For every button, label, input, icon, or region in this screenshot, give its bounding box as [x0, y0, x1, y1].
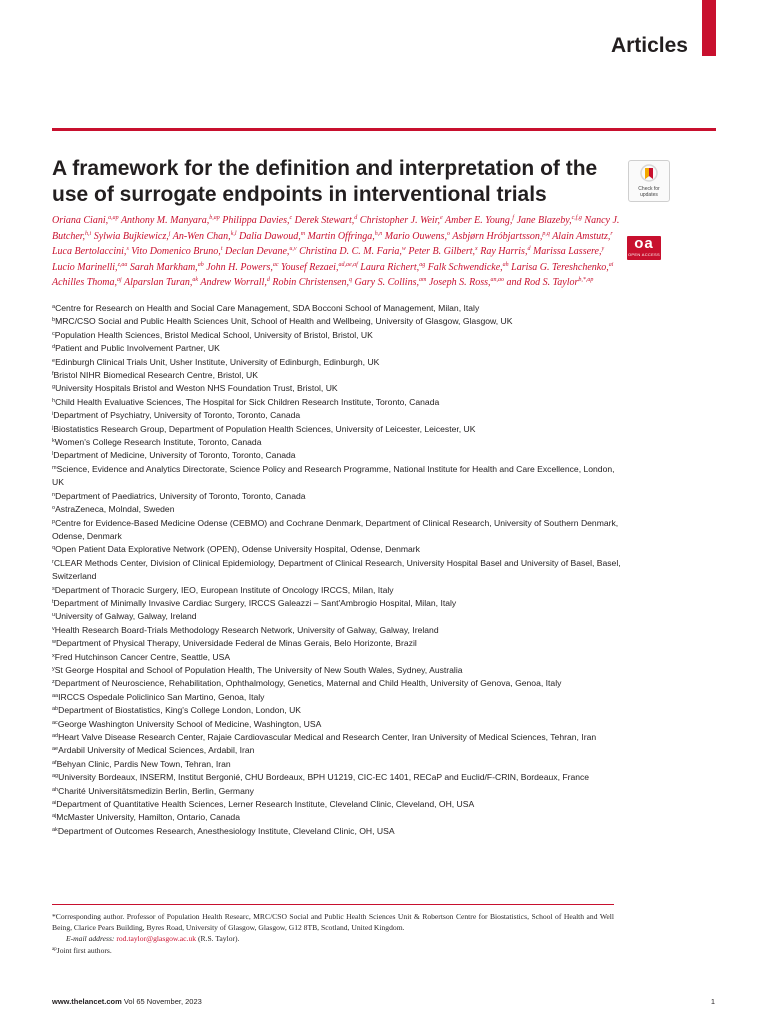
author-name[interactable] [52, 277, 122, 288]
author-affiliation-marker: h,i [85, 230, 92, 237]
affiliation-text: Department of Physical Therapy, Universidade Federal de Minas Gerais, Belo Horizonte, Brazil [55, 638, 417, 649]
author-affiliation-marker: d [266, 277, 270, 283]
affiliation-key: a [52, 304, 56, 310]
journal-issue: Vol 65 November, 2023 [123, 997, 202, 1006]
email-link[interactable]: rod.taylor@glasgow.ac.uk [116, 934, 197, 944]
author-affiliation-marker: ag [419, 261, 426, 268]
affiliation-text: Women's College Research Institute, Toronto, Canada [54, 437, 262, 448]
author-name-text: An-Wen Chan, [172, 230, 231, 242]
author-affiliation-marker: aj [117, 277, 122, 283]
section-label: Articles [610, 34, 688, 57]
author-name-text: Sylwia Bujkiewicz, [93, 230, 169, 242]
affiliation-text: Behyan Clinic, Pardis New Town, Tehran, Iran [56, 758, 231, 769]
affiliation-text: University Hospitals Bristol and Weston NHS Foundation Trust, Bristol, UK [55, 383, 338, 394]
affiliation-text: Department of Minimally Invasive Cardiac Surgery, IRCCS Galeazzi – Sant'Ambrogio Hospital, Milan, Italy [53, 597, 457, 608]
check-for-updates-badge[interactable] [628, 160, 670, 202]
author-name-text: Anthony M. Manyara, [120, 215, 210, 226]
affiliation-text: Edinburgh Clinical Trials Unit, Usher Institute, University of Edinburgh, Edinburgh, UK [55, 356, 380, 367]
affiliation-item [52, 677, 624, 690]
affiliation-text: AstraZeneca, Molndal, Sweden [55, 504, 175, 515]
affiliation-item [52, 825, 624, 838]
affiliation-item [52, 490, 624, 503]
joint-authors-note [52, 945, 614, 956]
affiliation-key: y [52, 665, 55, 672]
author-affiliation-marker: a,ap [108, 215, 119, 221]
author-affiliation-marker: f [512, 215, 515, 221]
author-name-text: Ray Harris, [480, 246, 528, 257]
affiliation-text: Department of Thoracic Surgery, IEO, European Institute of Oncology IRCCS, Milan, Italy [54, 584, 394, 595]
author-name-text: Martin Offringa, [307, 230, 375, 242]
affiliation-key: o [52, 505, 56, 512]
author-name-text: Asbjørn Hróbjartsson, [452, 230, 543, 242]
affiliation-key: aj [52, 813, 57, 820]
affiliation-key: aa [52, 692, 59, 699]
author-name-text: Mario Ouwens, [384, 230, 448, 242]
author-name-text: Larisa G. Tereshchenko, [511, 261, 609, 273]
affiliation-item [52, 584, 624, 597]
affiliation-item [52, 315, 624, 328]
author-name[interactable] [511, 262, 613, 273]
author-name[interactable] [428, 262, 509, 273]
author-name[interactable] [308, 231, 383, 242]
author-name[interactable] [281, 262, 358, 273]
article-title: A framework for the definition and interpretation of the use of surrogate endpoints in interventional trials [52, 157, 598, 206]
author-name-text: Jane Blazeby, [516, 215, 572, 226]
affiliation-text: Department of Outcomes Research, Anesthesiology Institute, Cleveland Clinic, OH, USA [57, 825, 395, 836]
author-affiliation-marker: m [300, 230, 306, 237]
author-affiliation-marker: k,l [230, 230, 237, 237]
author-name[interactable] [360, 262, 425, 273]
author-affiliation-marker: z,aa [117, 261, 128, 268]
author-name[interactable] [533, 246, 604, 257]
open-access-mark: oa [634, 235, 654, 252]
affiliation-key: q [52, 545, 56, 552]
affiliation-item [52, 785, 624, 798]
author-name[interactable] [299, 246, 406, 257]
author-name-text: Derek Stewart, [294, 215, 355, 226]
author-name-text: and Rod S. Taylor [506, 277, 579, 288]
author-name-text: Laura Richert, [360, 261, 420, 273]
author-affiliation-marker: h,n [374, 230, 383, 237]
open-access-badge [627, 236, 661, 260]
affiliation-text: IRCCS Ospedale Policlinico San Martino, Genoa, Italy [58, 691, 265, 702]
header-rule [52, 128, 716, 131]
affiliation-key: ai [52, 800, 57, 807]
author-name-text: Joseph S. Ross, [428, 277, 491, 288]
affiliation-item [52, 664, 624, 677]
affiliation-text: St George Hospital and School of Population Health, The University of New South Wales, Sydney, Australia [54, 664, 463, 675]
affiliation-key: v [52, 625, 55, 632]
author-affiliation-marker: c,f,g [571, 215, 582, 221]
author-affiliation-marker: o [447, 230, 451, 237]
journal-footer [52, 997, 202, 1006]
author-name-text: Andrew Worrall, [200, 277, 267, 288]
affiliation-text: Child Health Evaluative Sciences, The Hospital for Sick Children Research Institute, Toronto, Canada [55, 396, 440, 407]
author-name[interactable] [200, 277, 270, 288]
author-name-text: Luca Bertolaccini, [52, 246, 127, 257]
affiliation-item [52, 798, 624, 811]
author-affiliation-marker: d [527, 246, 531, 252]
author-name-text: Oriana Ciani, [52, 215, 109, 226]
author-affiliation-marker: s [126, 246, 129, 252]
author-name[interactable] [131, 246, 222, 257]
author-name-text: Lucio Marinelli, [52, 261, 118, 273]
affiliation-text: Population Health Sciences, Bristol Medical School, University of Bristol, Bristol, UK [54, 329, 373, 340]
affiliation-key: af [52, 759, 57, 766]
journal-url[interactable]: www.thelancet.com [52, 997, 122, 1006]
bookmark-check-icon [639, 164, 659, 186]
joint-authors-text: Joint first authors. [56, 945, 112, 955]
author-name[interactable] [295, 215, 358, 226]
affiliation-key: j [52, 424, 54, 431]
affiliation-item [52, 423, 624, 436]
affiliation-key: m [52, 464, 57, 471]
affiliation-item [52, 597, 624, 610]
affiliation-text: Science, Evidence and Analytics Directorate, Science Policy and Research Programme, National Institute for Health and Care Excellence, London, UK [52, 463, 615, 488]
author-name[interactable] [124, 277, 198, 288]
joint-authors-marker: ap [52, 946, 57, 952]
author-name-text: Falk Schwendicke, [427, 261, 503, 273]
check-for-updates-label: Check for updates [638, 186, 660, 198]
author-name-text: Marissa Lassere, [532, 246, 602, 257]
author-name-text: Amber E. Young, [445, 215, 513, 226]
affiliation-key: d [52, 344, 56, 351]
affiliation-key: n [52, 491, 56, 498]
author-name-text: Sarah Markham, [129, 261, 198, 273]
affiliation-text: University Bordeaux, INSERM, Institut Bergonié, CHU Bordeaux, BPH U1219, CIC-EC 1401, RECaP and Euclid/F-CRIN, Bordeaux, France [58, 772, 590, 783]
author-affiliation-marker: ak [192, 277, 199, 283]
author-affiliation-marker: c [289, 215, 293, 221]
author-affiliation-marker: am [418, 277, 427, 283]
author-name[interactable] [52, 215, 119, 226]
affiliation-key: s [52, 585, 55, 592]
author-name[interactable] [355, 277, 427, 288]
affiliation-item [52, 543, 624, 556]
author-name[interactable] [385, 231, 450, 242]
author-name-text: Christopher J. Weir, [359, 215, 440, 226]
affiliation-item [52, 651, 624, 664]
author-affiliation-marker: b,*,ap [578, 277, 594, 283]
affiliation-key: u [52, 612, 56, 619]
affiliation-item [52, 329, 624, 342]
affiliation-item [52, 382, 624, 395]
affiliation-item [52, 731, 624, 744]
author-affiliation-marker: ah [502, 261, 509, 268]
author-name[interactable] [507, 277, 594, 288]
author-name[interactable] [222, 215, 292, 226]
author-affiliation-marker: q [349, 277, 353, 283]
author-name-text: Dalia Dawoud, [239, 230, 301, 242]
author-affiliation-marker: j [168, 230, 171, 237]
author-name-text: John H. Powers, [206, 261, 273, 273]
affiliation-text: Heart Valve Disease Research Center, Rajaie Cardiovascular Medical and Research Center, Iran University of Medical Sciences, Tehran, Iran [58, 732, 597, 742]
author-name[interactable] [445, 215, 514, 226]
affiliation-key: ac [52, 719, 58, 726]
email-label: E-mail address: [66, 934, 115, 944]
affiliation-key: f [52, 371, 54, 378]
affiliation-text: George Washington University School of Medicine, Washington, USA [57, 718, 322, 729]
affiliation-item [52, 691, 624, 704]
author-name[interactable] [206, 262, 278, 273]
affiliation-key: r [52, 558, 54, 565]
affiliation-text: University of Galway, Galway, Ireland [55, 611, 197, 622]
affiliation-item [52, 771, 624, 784]
affiliation-text: Biostatistics Research Group, Department of Population Health Sciences, University of Leicester, Leicester, UK [53, 423, 476, 434]
affiliation-item [52, 396, 624, 409]
affiliation-key: i [52, 411, 54, 418]
author-name-text: Alain Amstutz, [552, 230, 611, 242]
author-affiliation-marker: w [401, 246, 406, 252]
affiliation-text: Health Research Board-Trials Methodology Research Network, University of Galway, Galway, Ireland [54, 624, 439, 635]
affiliation-item [52, 356, 624, 369]
author-name-text: Yousef Rezaei, [281, 261, 339, 273]
author-affiliation-marker: d [354, 215, 358, 221]
affiliation-key: ag [52, 773, 59, 780]
affiliation-item [52, 557, 624, 584]
corresponding-author-note: *Corresponding author. Professor of Population Health Researc, MRC/CSO Social and Public Health Sciences Unit & Robertson Centre for Biostatistics, School of Health and Well Being, Clarice Pears Building, Byres Road, University of Glasgow, Glasgow, G12 8TB, Scotland, United Kingdom. [52, 912, 614, 933]
author-name[interactable] [480, 246, 530, 257]
author-affiliation-marker: u,v [289, 246, 297, 252]
author-name[interactable] [52, 262, 127, 273]
affiliation-text: Bristol NIHR Biomedical Research Centre, Bristol, UK [53, 370, 258, 381]
author-name[interactable] [408, 246, 477, 257]
email-suffix: (R.S. Taylor). [197, 934, 240, 944]
affiliation-text: Centre for Research on Health and Social Care Management, SDA Bocconi School of Management, Milan, Italy [55, 303, 480, 313]
author-name[interactable] [94, 231, 171, 242]
affiliation-item [52, 342, 624, 355]
author-name[interactable] [225, 246, 297, 257]
affiliation-text: Fred Hutchinson Cancer Centre, Seattle, USA [54, 651, 231, 662]
affiliation-text: Charité Universitätsmedizin Berlin, Berlin, Germany [58, 785, 254, 796]
author-name[interactable] [173, 231, 237, 242]
author-name-text: Vito Domenico Bruno, [131, 246, 221, 257]
affiliation-text: Department of Biostatistics, King's College London, London, UK [58, 705, 302, 716]
affiliation-key: l [52, 451, 54, 458]
affiliation-text: Centre for Evidence-Based Medicine Odense (CEBMO) and Cochrane Denmark, Department of Clinical Research, University of Southern Denmark, Odense, Denmark [52, 517, 619, 541]
author-affiliation-marker: ad,ae,af [338, 261, 358, 268]
author-affiliation-marker: p,q [542, 230, 550, 237]
affiliation-key: ae [52, 746, 59, 753]
affiliation-key: ah [52, 786, 59, 793]
author-name[interactable] [552, 231, 613, 242]
affiliation-item [52, 503, 624, 516]
author-name-text: Alparslan Turan, [124, 277, 193, 288]
affiliation-list [52, 302, 624, 838]
affiliation-item [52, 463, 624, 490]
affiliation-text: McMaster University, Hamilton, Ontario, Canada [56, 812, 240, 823]
affiliation-key: t [52, 598, 54, 605]
author-affiliation-marker: ai [608, 261, 614, 268]
affiliation-key: p [52, 518, 56, 525]
author-affiliation-marker: x [475, 246, 478, 252]
author-name[interactable] [429, 277, 504, 288]
affiliation-item [52, 409, 624, 422]
affiliation-text: Department of Neuroscience, Rehabilitation, Ophthalmology, Genetics, Maternal and Child Health, University of Genova, Genoa, Italy [54, 678, 562, 689]
affiliation-key: z [52, 679, 55, 686]
affiliation-text: CLEAR Methods Center, Division of Clinical Epidemiology, Department of Clinical Research, University Hospital Basel and University of Basel, Basel, Switzerland [52, 557, 621, 582]
affiliation-item [52, 449, 624, 462]
author-affiliation-marker: e [440, 215, 443, 221]
author-affiliation-marker: ab [197, 261, 204, 268]
open-access-label: OPEN ACCESS [628, 252, 660, 257]
affiliation-item [52, 744, 624, 757]
header-red-tab [702, 0, 716, 56]
author-name[interactable] [52, 246, 129, 257]
affiliation-item [52, 811, 624, 824]
affiliation-key: g [52, 384, 56, 391]
footnote-rule [52, 904, 614, 905]
author-affiliation-marker: an,ao [490, 277, 504, 283]
author-name[interactable] [121, 215, 220, 226]
footnotes [52, 911, 614, 956]
affiliation-text: Patient and Public Involvement Partner, UK [55, 343, 220, 354]
author-name-text: Christina D. C. M. Faria, [299, 246, 402, 257]
affiliation-key: w [52, 639, 56, 646]
affiliation-item [52, 758, 624, 771]
affiliation-text: Ardabil University of Medical Sciences, Ardabil, Iran [58, 745, 255, 756]
affiliation-key: h [52, 397, 56, 404]
affiliation-item [52, 637, 624, 650]
affiliation-item [52, 369, 624, 382]
author-name-text: Declan Devane, [224, 246, 290, 257]
affiliation-key: ad [52, 733, 59, 739]
author-name[interactable] [130, 262, 204, 273]
affiliation-text: Department of Quantitative Health Sciences, Lerner Research Institute, Cleveland Clinic, Cleveland, OH, USA [56, 799, 475, 810]
affiliation-key: e [52, 357, 56, 364]
affiliation-key: x [52, 652, 55, 659]
affiliation-key: ab [52, 706, 59, 713]
author-name-text: Philippa Davies, [222, 215, 290, 226]
affiliation-item [52, 436, 624, 449]
author-name[interactable] [239, 231, 305, 242]
author-affiliation-marker: ac [272, 261, 279, 268]
email-line [52, 933, 614, 944]
author-name-text: Achilles Thoma, [52, 277, 117, 288]
affiliation-item [52, 718, 624, 731]
author-name[interactable] [360, 215, 443, 226]
author-list [52, 213, 624, 291]
author-name[interactable] [272, 277, 352, 288]
affiliation-key: c [52, 330, 55, 337]
author-affiliation-marker: b,ap [209, 215, 220, 221]
affiliation-item [52, 302, 624, 315]
affiliation-text: Open Patient Data Explorative Network (OPEN), Odense University Hospital, Odense, Denmark [55, 544, 420, 555]
affiliation-text: Department of Medicine, University of Toronto, Toronto, Canada [53, 450, 296, 461]
author-name-text: Nancy J. Butcher, [52, 215, 620, 242]
affiliation-item [52, 610, 624, 623]
affiliation-item [52, 704, 624, 717]
affiliation-key: ak [52, 826, 58, 833]
author-affiliation-marker: r [610, 230, 613, 237]
author-affiliation-marker: t [220, 246, 223, 252]
page-number: 1 [710, 997, 715, 1006]
affiliation-text: MRC/CSO Social and Public Health Sciences Unit, School of Health and Wellbeing, University of Glasgow, Glasgow, UK [55, 316, 513, 327]
affiliation-key: k [52, 438, 55, 445]
affiliation-key: b [52, 317, 56, 324]
author-affiliation-marker: y [601, 246, 605, 252]
affiliation-text: Department of Psychiatry, University of Toronto, Toronto, Canada [53, 410, 301, 421]
affiliation-text: Department of Paediatrics, University of Toronto, Toronto, Canada [55, 490, 306, 501]
author-name[interactable] [517, 215, 582, 226]
affiliation-item [52, 624, 624, 637]
author-name[interactable] [452, 231, 550, 242]
author-name-text: Robin Christensen, [272, 277, 350, 288]
author-name-text: Peter B. Gilbert, [408, 246, 476, 257]
affiliation-item [52, 517, 624, 544]
author-name-text: Gary S. Collins, [354, 277, 419, 288]
